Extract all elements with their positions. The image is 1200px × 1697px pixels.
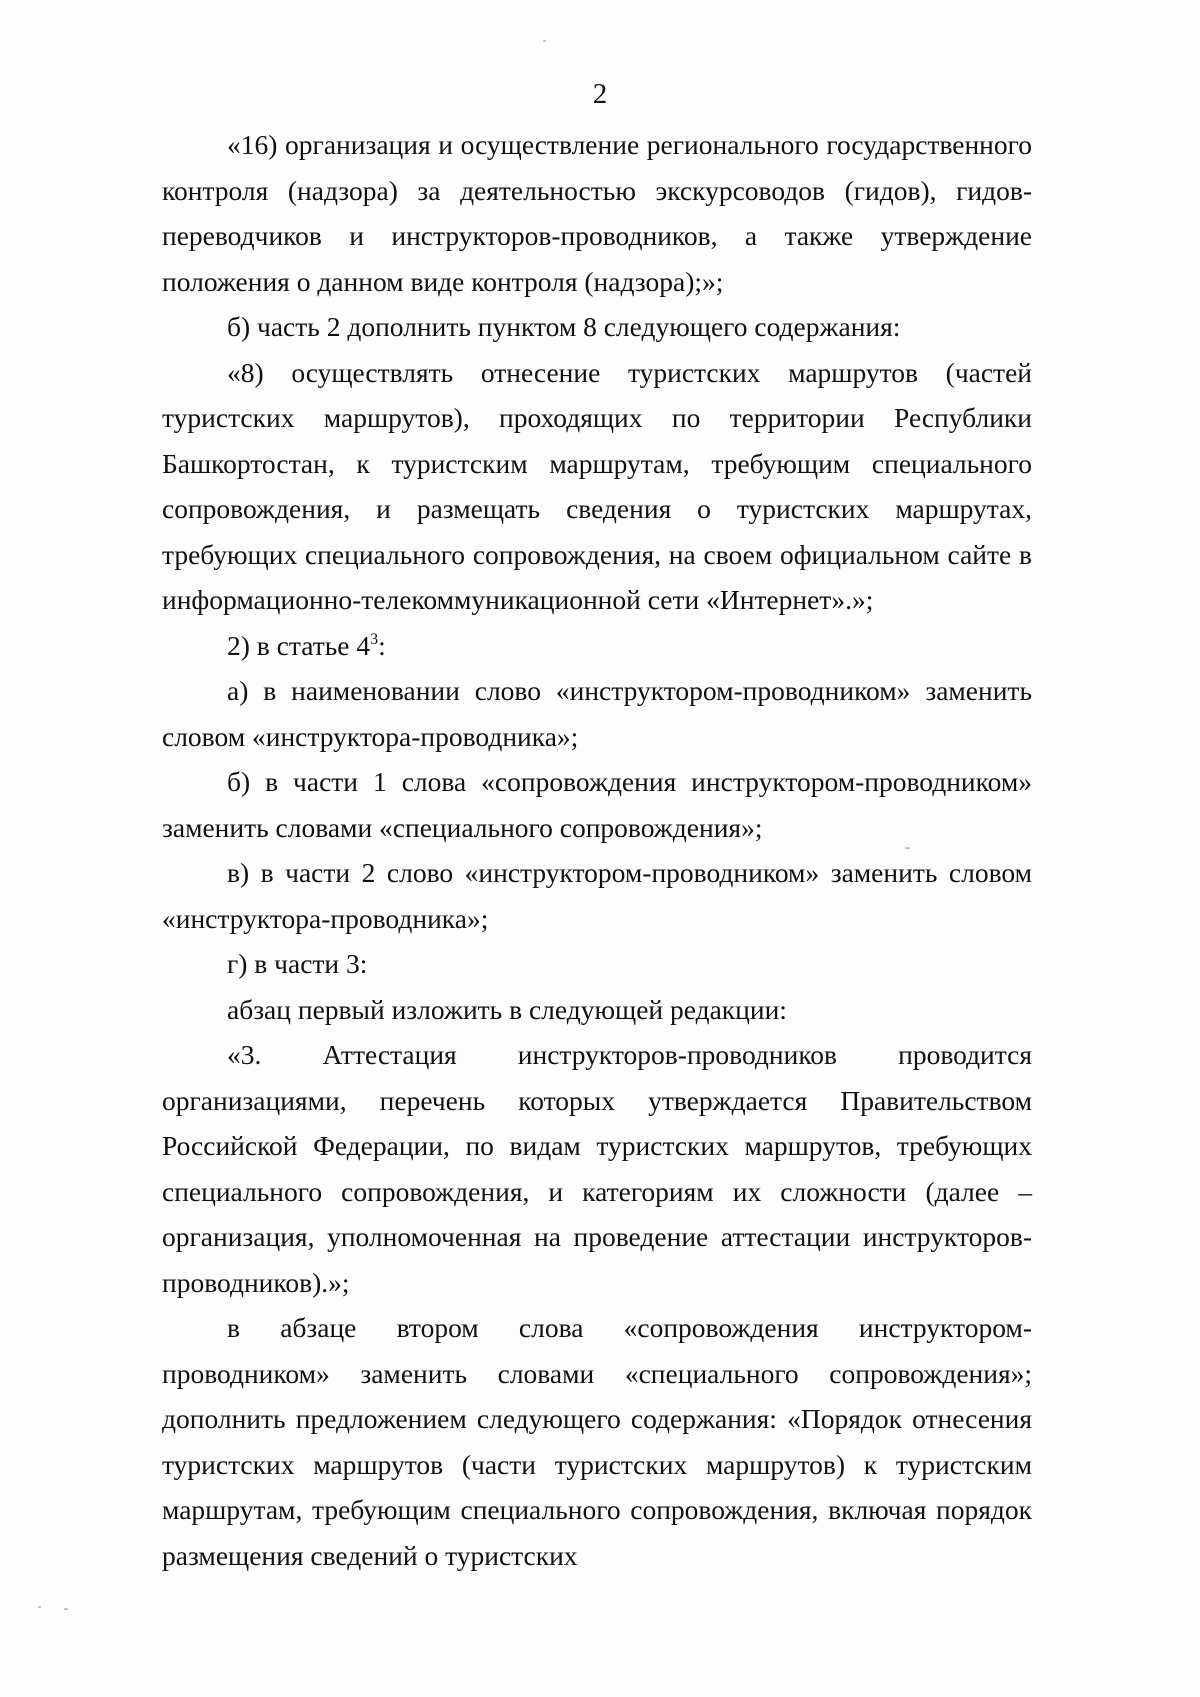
paragraph-item-16: «16) организация и осуществление регионального государственного контроля (надзора) за деятельностью экскурсоводов (гидов), гидов-переводчиков и инструкторов-проводников, а также утверждение положения о данном виде контроля (надзора);»; (162, 129, 1032, 297)
paragraph-first-abzac: абзац первый изложить в следующей редакции: (227, 993, 787, 1025)
scan-speck (543, 40, 546, 42)
paragraph-item-8: «8) осуществлять отнесение туристских маршрутов (частей туристских маршрутов), проходящих по территории Республики Башкортостан, к туристским маршрутам, требующим специального сопровождения, и размещать сведения о туристских маршрутах, требующих специального сопровождения, на своем официальном сайте в информационно-телекоммуникационной сети «Интернет».»; (162, 356, 1032, 615)
page-number: 2 (592, 78, 608, 110)
document-body (162, 122, 1032, 1578)
scan-speck (64, 1608, 68, 1610)
paragraph-attestation: «3. Аттестация инструкторов-проводников проводится организациями, перечень которых утверждается Правительством Российской Федерации, по видам туристских маршрутов, требующих специального сопровождения, и категориям их сложности (далее – организация, уполномоченная на проведение аттестации инструкторов-проводников).»; (162, 1039, 1032, 1298)
paragraph-g-part3: г) в части 3: (227, 948, 368, 979)
paragraph-v-part2: в) в части 2 слово «инструктором-проводником» заменить словом «инструктора-проводника»; (162, 857, 1032, 934)
scan-speck (905, 847, 910, 849)
article-heading (162, 623, 1032, 669)
paragraph-part2-amendment: б) часть 2 дополнить пунктом 8 следующего содержания: (227, 311, 901, 342)
paragraph-b-part1: б) в части 1 слова «сопровождения инструктором-проводником» заменить словами «специального сопровождения»; (162, 766, 1032, 843)
paragraph-second-abzac: в абзаце втором слова «сопровождения инструктором-проводником» заменить словами «специального сопровождения»; дополнить предложением следующего содержания: «Порядок отнесения туристских маршрутов (части туристских маршрутов) к туристским маршрутам, требующим специального сопровождения, включая порядок размещения сведений о туристских (162, 1312, 1032, 1571)
article-heading-suffix: : (378, 629, 386, 661)
paragraph-a-title: а) в наименовании слово «инструктором-проводником» заменить словом «инструктора-проводника»; (162, 675, 1032, 752)
article-superscript: 3 (370, 630, 379, 648)
scan-speck (38, 1606, 41, 1608)
article-heading-text: 2) в статье 4 (227, 629, 371, 661)
